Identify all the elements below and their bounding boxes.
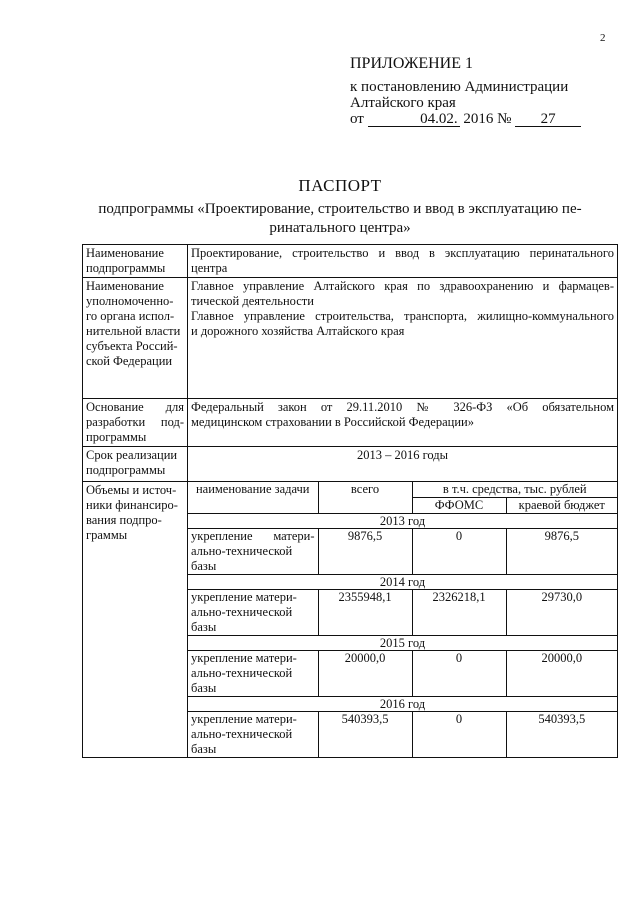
regional-cell: 29730,0 [506, 590, 617, 636]
row-label [83, 245, 188, 278]
task-line: базы [191, 559, 217, 573]
task-cell [188, 651, 318, 697]
appendix-block [350, 55, 620, 127]
task-line: базы [191, 681, 217, 695]
table-row-basis [83, 399, 618, 447]
task-cell [188, 529, 318, 575]
appendix-line-2: Алтайского края [350, 95, 456, 111]
appendix-line-1: к постановлению Администрации [350, 79, 569, 95]
date-prefix: от [350, 111, 364, 127]
row-value [188, 399, 618, 447]
label-line: Основание для [86, 400, 184, 414]
label-line: граммы [86, 528, 128, 542]
table-row-name [83, 245, 618, 278]
passport-title: ПАСПОРТ [298, 176, 382, 195]
task-line: укрепление матери- [191, 651, 297, 665]
value-line: Главное управление Алтайского края по здравоохранению и фармацев- [191, 279, 614, 293]
label-line: субъекта Россий- [86, 339, 178, 353]
regional-cell: 20000,0 [506, 651, 617, 697]
table-row-authority [83, 278, 618, 399]
label-line: вания подпро- [86, 513, 162, 527]
regional-cell: 540393,5 [506, 712, 617, 758]
value-line: 2013 – 2016 годы [356, 448, 449, 462]
label-line: ской Федерации [86, 354, 173, 368]
label-line: Наименование [86, 279, 164, 293]
value-line: и дорожного хозяйства Алтайского края [191, 324, 405, 338]
task-line: базы [191, 620, 217, 634]
row-value [188, 447, 618, 482]
passport-table [82, 244, 618, 758]
table-row-period [83, 447, 618, 482]
value-line: Федеральный закон от 29.11.2010 № 326-ФЗ «Об обязательном [191, 400, 614, 414]
year-row [188, 575, 617, 590]
header-total: всего [318, 482, 412, 514]
header-task: наименование задачи [188, 482, 318, 514]
row-value [188, 278, 618, 399]
total-cell: 540393,5 [318, 712, 412, 758]
financing-header-row [188, 482, 617, 498]
task-line: ально-технической [191, 666, 293, 680]
year-text: 2016 № [463, 111, 512, 127]
year-label: 2015 год [188, 636, 617, 651]
row-label [83, 447, 188, 482]
year-row [188, 514, 617, 529]
label-line: программы [86, 430, 147, 444]
label-line: подпрограммы [86, 463, 166, 477]
date-value: 04.02. [368, 112, 460, 127]
label-line: ники финансиро- [86, 498, 178, 512]
row-label [83, 482, 188, 758]
task-line: ально-технической [191, 605, 293, 619]
total-cell: 20000,0 [318, 651, 412, 697]
task-line: ально-технической [191, 544, 293, 558]
label-line: Наименование [86, 246, 164, 260]
label-line: разработки под- [86, 415, 184, 429]
ffoms-cell: 0 [412, 712, 506, 758]
value-line: медицинском страховании в Российской Федерации» [191, 415, 474, 429]
passport-subtitle [60, 200, 620, 238]
header-ffoms: ФФОМС [412, 498, 506, 514]
task-cell [188, 590, 318, 636]
financing-data-row [188, 651, 617, 697]
header-group: в т.ч. средства, тыс. рублей [412, 482, 617, 498]
financing-data-row [188, 590, 617, 636]
value-line: тической деятельности [191, 294, 314, 308]
label-line: уполномоченно- [86, 294, 174, 308]
row-label [83, 399, 188, 447]
regional-cell: 9876,5 [506, 529, 617, 575]
task-line: укрепление матери- [191, 590, 297, 604]
appendix-date-row [350, 111, 620, 127]
financing-data-row [188, 529, 617, 575]
row-value [188, 245, 618, 278]
label-line: го органа испол- [86, 309, 175, 323]
label-line: подпрограммы [86, 261, 166, 275]
task-cell [188, 712, 318, 758]
year-row [188, 636, 617, 651]
task-line: укрепление матери- [191, 529, 315, 543]
ffoms-cell: 0 [412, 651, 506, 697]
label-line: Объемы и источ- [86, 483, 177, 497]
appendix-title: ПРИЛОЖЕНИЕ 1 [350, 55, 474, 72]
row-label [83, 278, 188, 399]
year-label: 2013 год [188, 514, 617, 529]
year-label: 2014 год [188, 575, 617, 590]
value-line: Главное управление строительства, транспорта, жилищно-коммунального [191, 309, 614, 323]
year-label: 2016 год [188, 697, 617, 712]
financing-cell [188, 482, 618, 758]
value-line: Проектирование, строительство и ввод в эксплуатацию перинатального [191, 246, 614, 260]
header-regional: краевой бюджет [506, 498, 617, 514]
passport-subtitle-line-2: ринатального центра» [269, 220, 411, 236]
total-cell: 9876,5 [318, 529, 412, 575]
task-line: укрепление матери- [191, 712, 297, 726]
table-row-financing [83, 482, 618, 758]
label-line: Срок реализации [86, 448, 178, 462]
task-line: ально-технической [191, 727, 293, 741]
financing-data-row [188, 712, 617, 758]
ffoms-cell: 2326218,1 [412, 590, 506, 636]
ffoms-cell: 0 [412, 529, 506, 575]
financing-table [188, 482, 617, 757]
label-line: нительной власти [86, 324, 181, 338]
year-row [188, 697, 617, 712]
document-number: 27 [515, 112, 581, 127]
passport-subtitle-line-1: подпрограммы «Проектирование, строительство и ввод в эксплуатацию пе- [98, 201, 582, 217]
value-line: центра [191, 261, 228, 275]
task-line: базы [191, 742, 217, 756]
total-cell: 2355948,1 [318, 590, 412, 636]
page-number: 2 [600, 32, 606, 44]
